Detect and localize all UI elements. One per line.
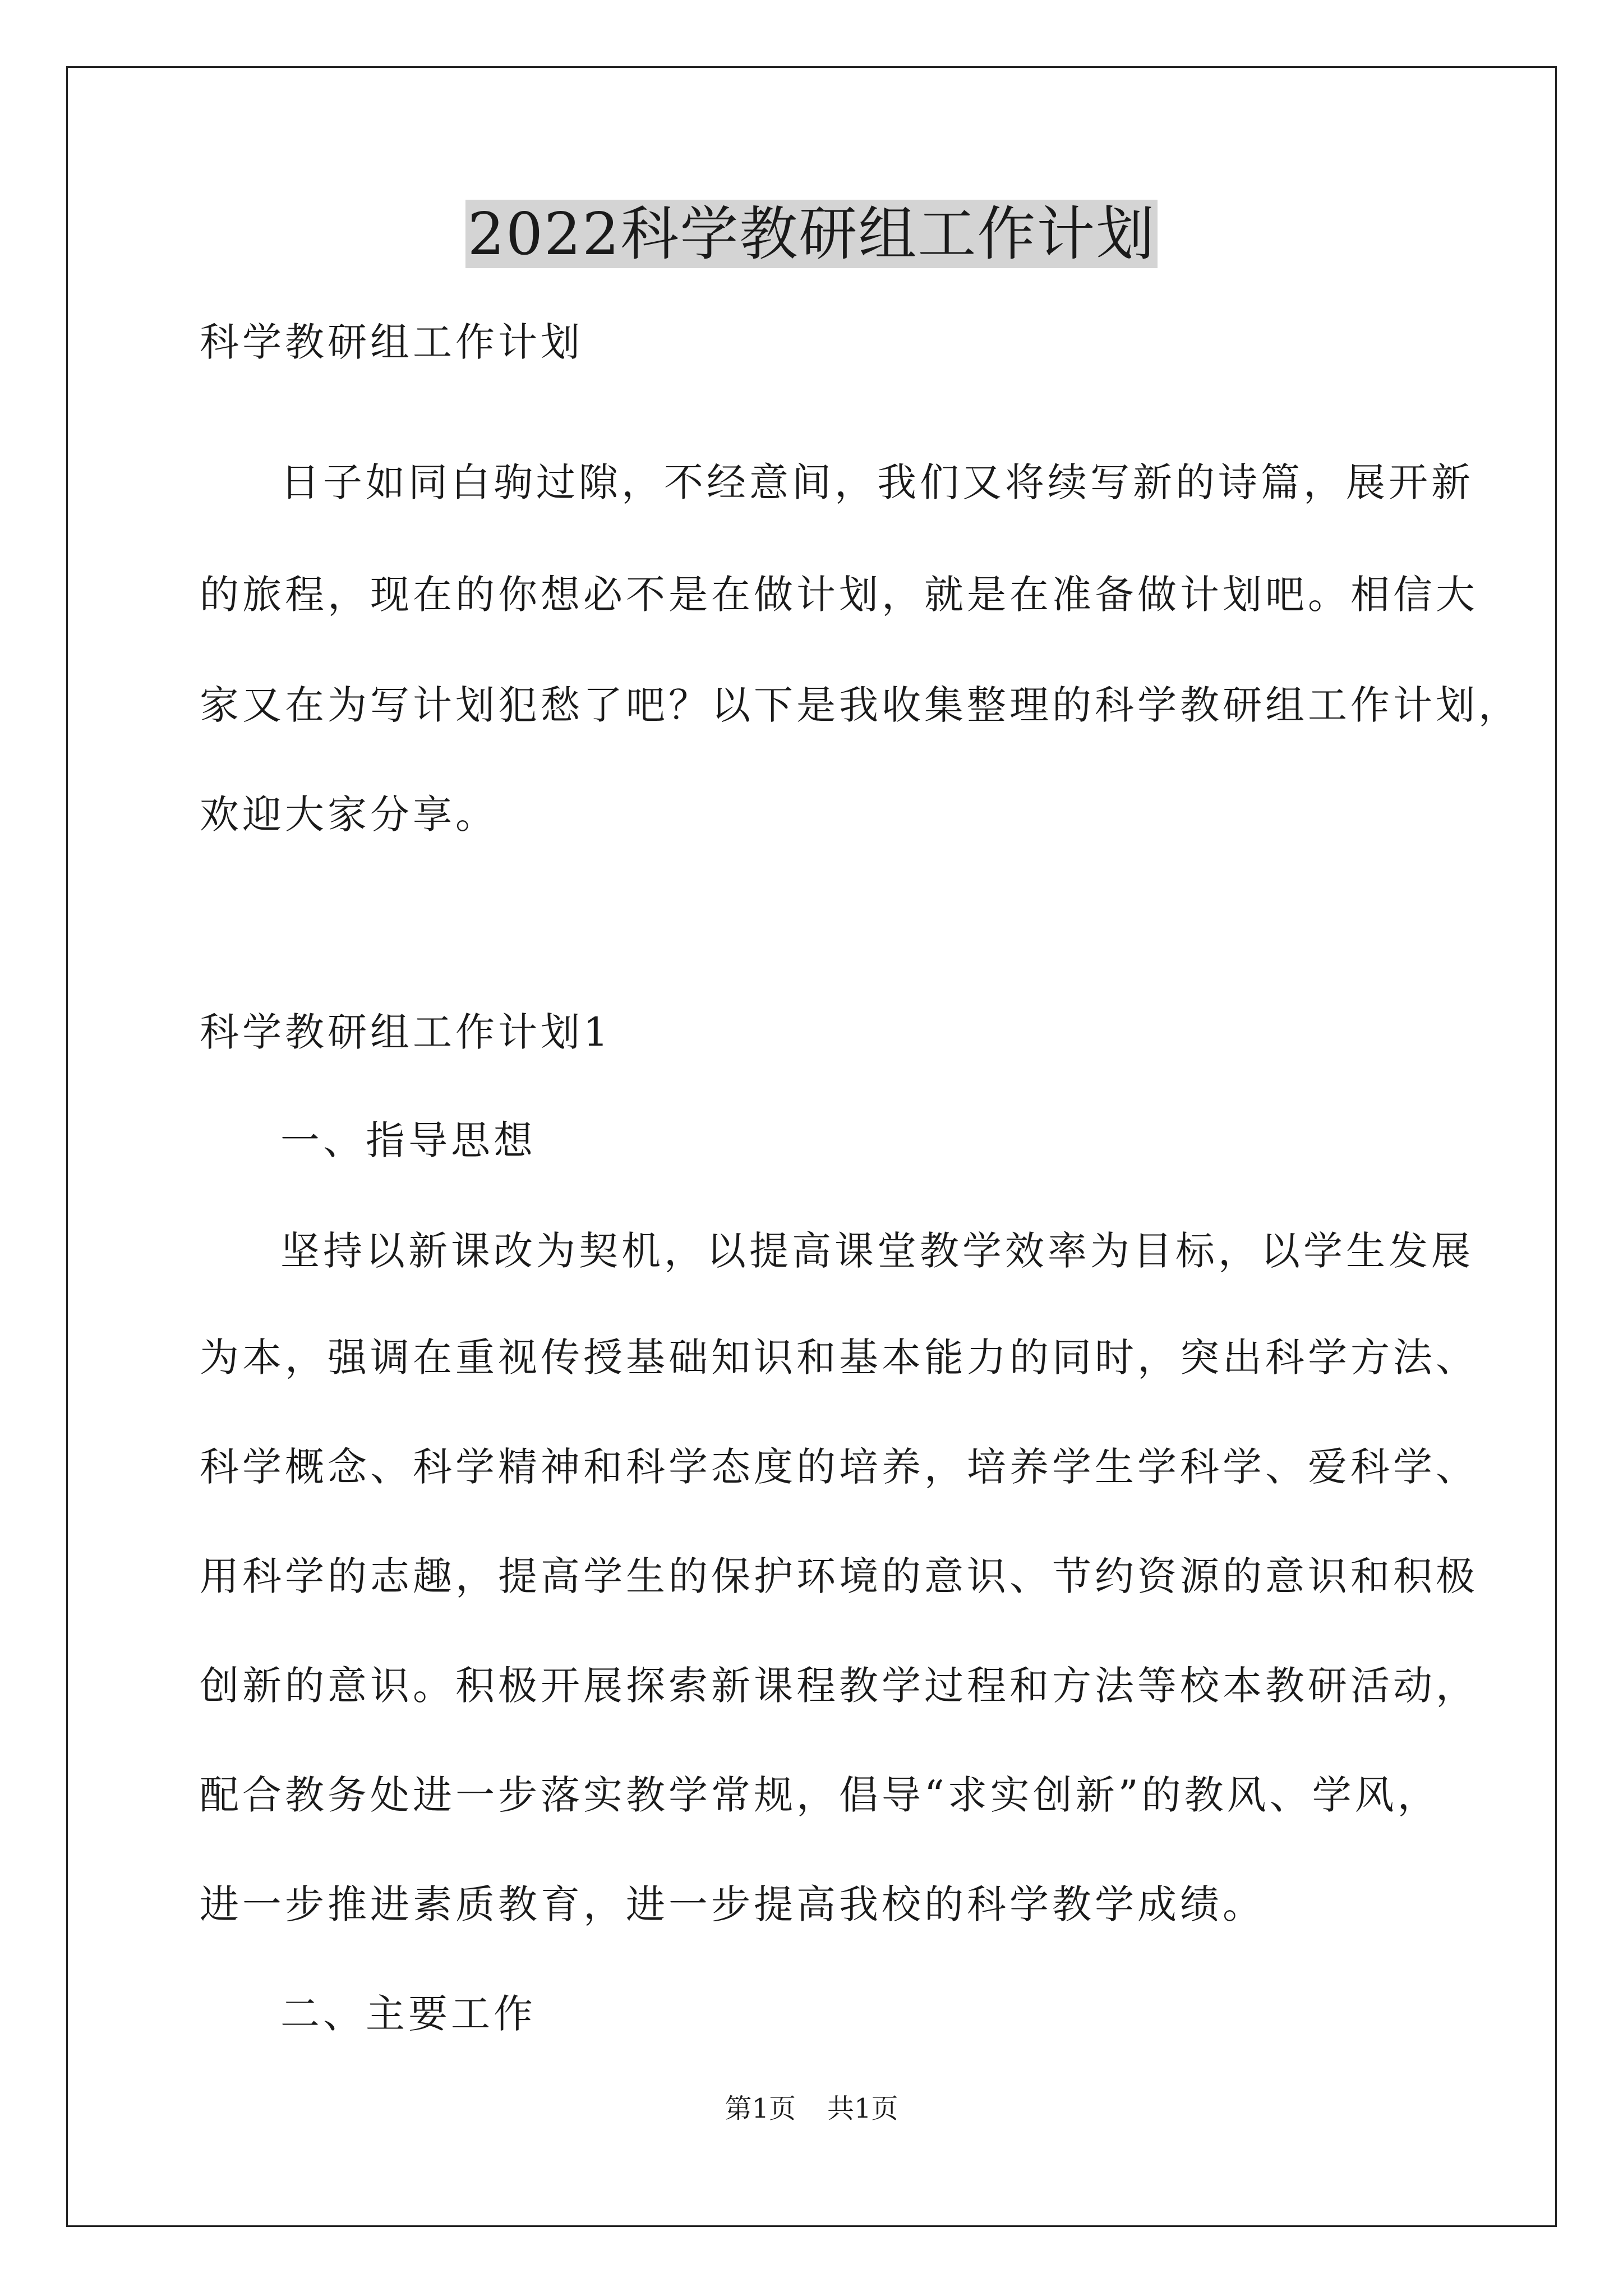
- body-line-2: 为本，强调在重视传授基础知识和基本能力的同时，突出科学方法、: [200, 1335, 1478, 1381]
- intro-line-4: 欢迎大家分享。: [200, 792, 498, 838]
- body-line-7: 进一步推进素质教育，进一步提高我校的科学教学成绩。: [200, 1881, 1265, 1927]
- intro-line-2: 的旅程，现在的你想必不是在做计划，就是在准备做计划吧。相信大: [200, 572, 1478, 618]
- document-title: [0, 192, 1623, 276]
- body-line-6: 配合教务处进一步落实教学常规，倡导“求实创新”的教风、学风，: [200, 1772, 1440, 1818]
- page-number-current: 第1页: [725, 2093, 796, 2124]
- intro-line-3: 家又在为写计划犯愁了吧？以下是我收集整理的科学教研组工作计划，: [200, 682, 1521, 728]
- body-line-3: 科学概念、科学精神和科学态度的培养，培养学生学科学、爱科学、: [200, 1444, 1478, 1490]
- heading-main-work: 二、主要工作: [280, 1991, 536, 2037]
- body-line-1: 坚持以新课改为契机，以提高课堂教学效率为目标，以学生发展: [280, 1228, 1474, 1274]
- document-subtitle: 科学教研组工作计划: [200, 319, 583, 365]
- page-number-total: 共1页: [827, 2093, 898, 2124]
- intro-line-1: 日子如同白驹过隙，不经意间，我们又将续写新的诗篇，展开新: [280, 459, 1474, 505]
- heading-guiding-ideology: 一、指导思想: [280, 1117, 536, 1163]
- body-line-5: 创新的意识。积极开展探索新课程教学过程和方法等校本教研活动，: [200, 1663, 1478, 1709]
- document-title-text: 2022科学教研组工作计划: [465, 200, 1158, 268]
- section-title: 科学教研组工作计划1: [200, 1009, 612, 1055]
- page-footer: [0, 2089, 1623, 2128]
- body-line-4: 用科学的志趣，提高学生的保护环境的意识、节约资源的意识和积极: [200, 1553, 1478, 1599]
